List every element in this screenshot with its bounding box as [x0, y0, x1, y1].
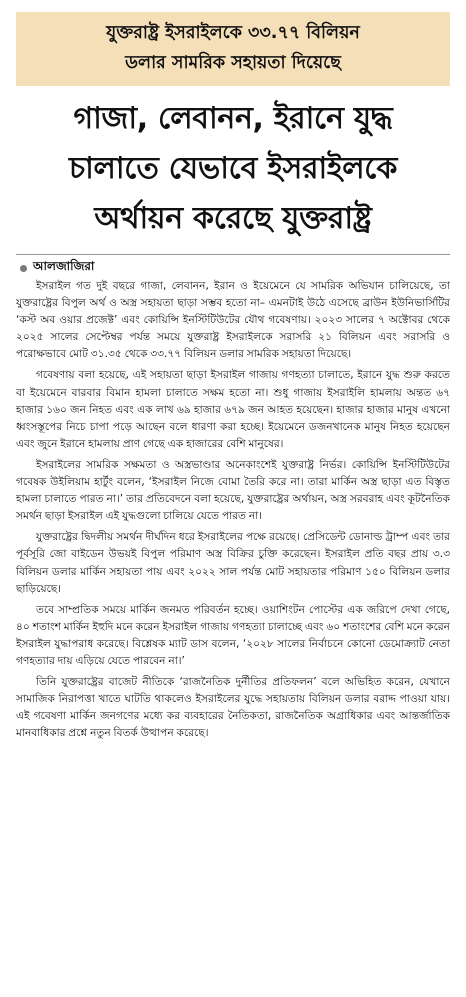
headline [16, 94, 450, 244]
paragraph: তবে সাম্প্রতিক সময়ে মার্কিন জনমত পরিবর্তন হচ্ছে। ওয়াশিংটন পোস্টের এক জরিপে দেখা গেছে, ৪০ শতাংশ মার্কিন ইহুদি মনে করেন ইসরাইল গাজায় গণহত্যা চালাচ্ছে এবং ৬০ শতাংশের বেশি মনে করেন ইসরাইল যুদ্ধাপরাধ করেছে। বিশ্লেষক ম্যাট ডাস বলেন, ‘২০২৮ সালের নির্বাচনে কোনো ডেমোক্র্যাট নেতা গণহত্যার দায় এড়িয়ে যেতে পারবেন না।’ [16, 603, 450, 667]
kicker-banner [16, 12, 450, 86]
kicker-line: ডলার সামরিক সহায়তা দিয়েছে [125, 53, 341, 73]
paragraph: ইসরাইল গত দুই বছরে গাজা, লেবানন, ইরান ও ইয়েমেনে যে সামরিক অভিযান চালিয়েছে, তা যুক্তরাষ্ট্রের বিপুল অর্থ ও অস্ত্র সহায়তা ছাড়া সম্ভব হতো না– এমনটাই উঠে এসেছে ব্রাউন ইউনিভার্সিটির ‘কস্ট অব ওয়ার প্রজেক্ট’ এবং কোয়িন্সি ইনস্টিটিউটের যৌথ গবেষণায়। ২০২৩ সালের ৭ অক্টোবর থেকে ২০২৫ সালের সেপ্টেম্বর পর্যন্ত সময়ে যুক্তরাষ্ট্র ইসরাইলকে সরাসরি ২১ বিলিয়ন এবং সরাসরি ও পরোক্ষভাবে মোট ৩১.৩৫ থেকে ৩৩.৭৭ বিলিয়ন ডলার সামরিক সহায়তা দিয়েছে। [16, 280, 450, 361]
paragraph: গবেষণায় বলা হয়েছে, এই সহায়তা ছাড়া ইসরাইল গাজায় গণহত্যা চালাতে, ইরানে যুদ্ধ শুরু করতে বা ইয়েমেনে বারবার বিমান হামলা চালাতে সক্ষম হতো না। শুধু গাজায় ইসরাইলি হামলায় অন্তত ৬৭ হাজার ১৬০ জন নিহত এবং এক লাখ ৬৯ হাজার ৬৭৯ জন আহত হয়েছেন। হাজার হাজার মানুষ এখনো ধ্বংসস্তূপের নিচে চাপা পড়ে আছেন বলে ধারণা করা হচ্ছে। ইয়েমেনে ডজনখানেক মানুষ নিহত হয়েছেন এবং জুনে ইরানে হামলায় প্রাণ গেছে এক হাজারের বেশি মানুষের। [16, 369, 450, 450]
paragraph: তিনি যুক্তরাষ্ট্রের বাজেট নীতিকে ‘রাজনৈতিক দুর্নীতির প্রতিফলন’ বলে অভিহিত করেন, যেখানে সামাজিক নিরাপত্তা খাতে ঘাটতি থাকলেও ইসরাইলের যুদ্ধে সহায়তায় বিলিয়ন ডলার বরাদ্দ পাওয়া যায়। এই গবেষণা মার্কিন জনগণের মধ্যে কর ব্যবহারের নৈতিকতা, রাজনৈতিক অগ্রাধিকার এবং আন্তর্জাতিক মানবাধিকার প্রশ্নে নতুন বিতর্ক উত্থাপন করেছে। [16, 676, 450, 740]
kicker-line: যুক্তরাষ্ট্র ইসরাইলকে ৩৩.৭৭ বিলিয়ন [106, 23, 360, 43]
bullet-icon [20, 265, 27, 272]
byline [20, 260, 450, 276]
divider [16, 254, 450, 255]
headline-line: অর্থায়ন করেছে যুক্তরাষ্ট্র [94, 201, 372, 236]
paragraph: যুক্তরাষ্ট্রের দ্বিদলীয় সমর্থন দীর্ঘদিন ধরে ইসরাইলের পক্ষে রয়েছে। প্রেসিডেন্ট ডোনাল্ড ট্রাম্প এবং তার পূর্বসূরি জো বাইডেন উভয়ই বিপুল পরিমাণ অস্ত্র বিক্রির চুক্তি করেছেন। ইসরাইল প্রতি বছর প্রায় ৩.৩ বিলিয়ন ডলার মার্কিন সহায়তা পায় এবং ২০২২ সাল পর্যন্ত মোট সহায়তার পরিমাণ ১৫০ বিলিয়ন ডলার ছাড়িয়েছে। [16, 531, 450, 595]
paragraph: ইসরাইলের সামরিক সক্ষমতা ও অস্ত্রভাণ্ডার অনেকাংশেই যুক্তরাষ্ট্র নির্ভর। কোয়িন্সি ইনস্টিটিউটের গবেষক উইলিয়াম হার্টুং বলেন, ‘ইসরাইল নিজে বোমা তৈরি করে না। তারা মার্কিন অস্ত্র ছাড়া এত বিস্তৃত হামলা চালাতে পারত না।’ তার প্রতিবেদনে বলা হয়েছে, যুক্তরাষ্ট্রের অর্থায়ন, অস্ত্র সরবরাহ এবং কূটনৈতিক সমর্থন ছাড়া ইসরাইল এই যুদ্ধগুলো চালিয়ে যেতে পারত না। [16, 458, 450, 523]
article-body [16, 278, 450, 742]
headline-line: গাজা, লেবানন, ইরানে যুদ্ধ [73, 101, 393, 136]
byline-source: আলজাজিরা [33, 259, 95, 273]
headline-line: চালাতে যেভাবে ইসরাইলকে [68, 151, 398, 186]
